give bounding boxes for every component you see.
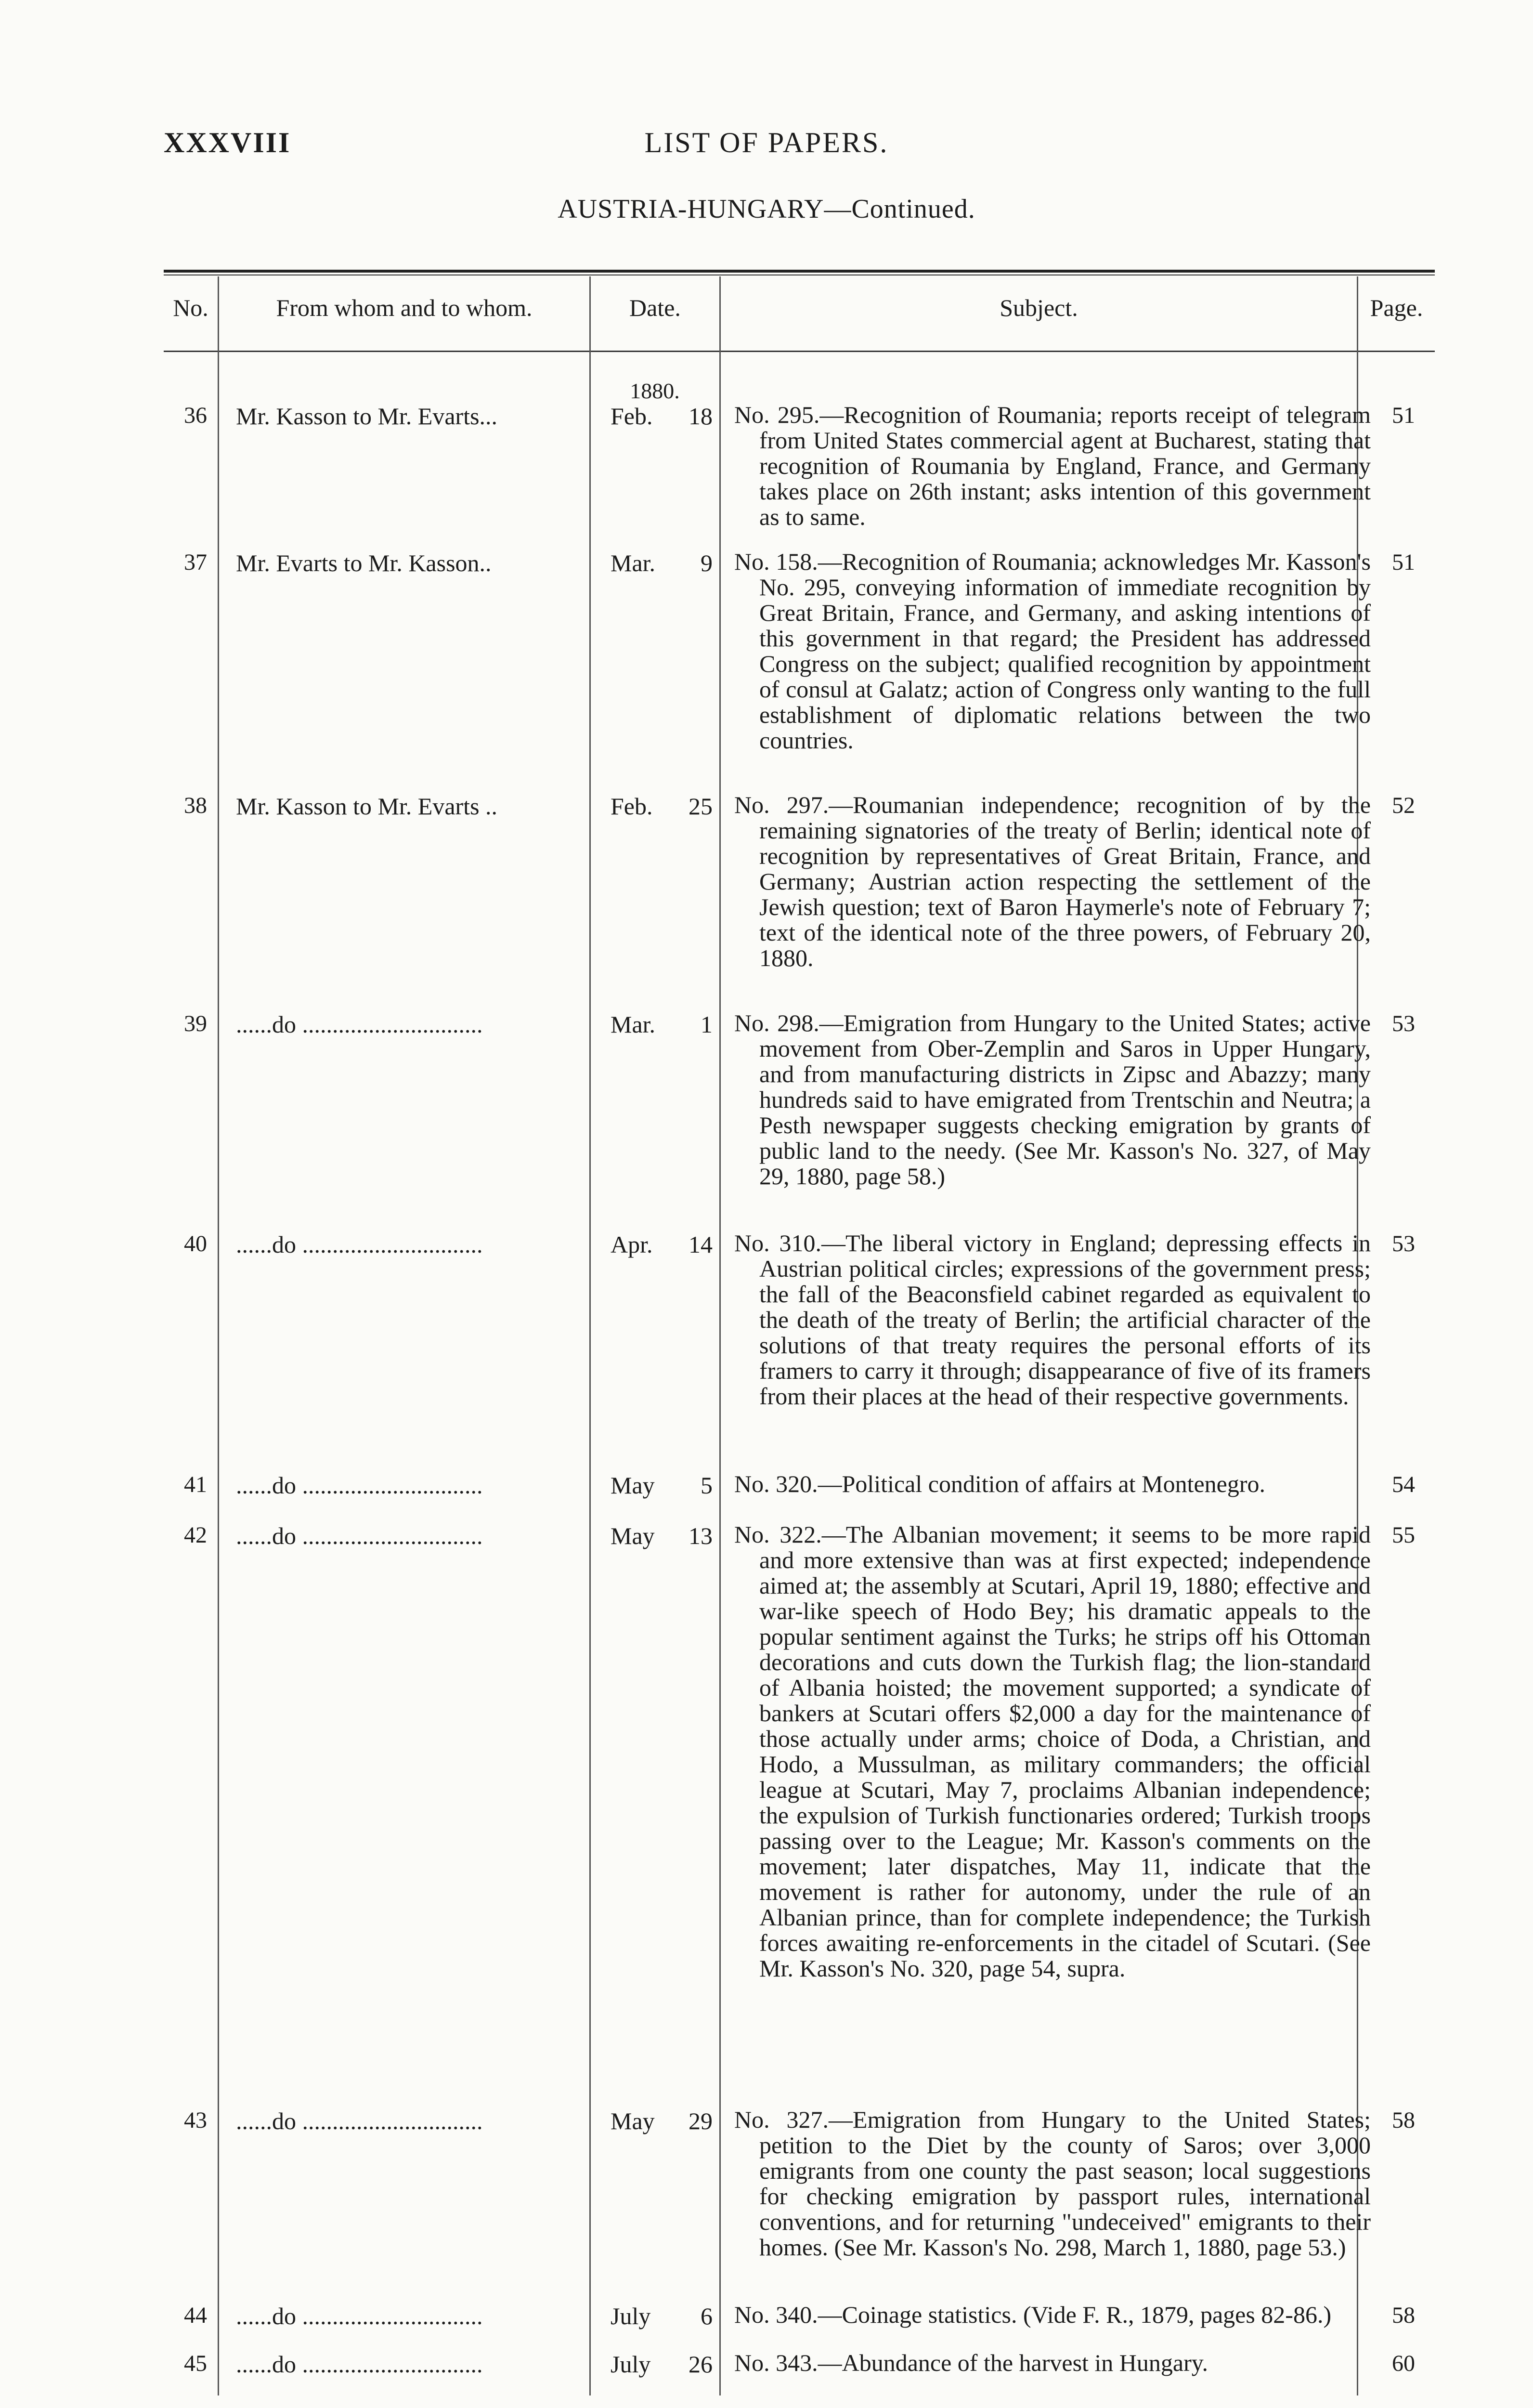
row-page: 53 xyxy=(1392,1011,1415,1036)
row-month: May xyxy=(611,2107,655,2134)
row-page: 54 xyxy=(1392,1472,1415,1497)
row-number: 38 xyxy=(184,793,207,818)
row-from: ......do .............................. xyxy=(236,2351,483,2378)
row-page: 51 xyxy=(1392,550,1415,575)
row-day: 18 xyxy=(689,403,713,430)
row-number: 40 xyxy=(184,1231,207,1256)
year-label: 1880. xyxy=(630,379,680,403)
column-divider-from xyxy=(589,276,591,2395)
row-day: 9 xyxy=(701,550,713,576)
row-month: Mar. xyxy=(611,550,656,576)
row-number: 41 xyxy=(184,1472,207,1497)
row-day: 29 xyxy=(689,2107,713,2134)
header-rule xyxy=(164,351,1435,352)
row-page: 51 xyxy=(1392,403,1415,428)
row-number: 42 xyxy=(184,1522,207,1548)
column-header-from: From whom and to whom. xyxy=(276,294,533,321)
row-subject: No. 298.—Emigration from Hungary to the United States; active movement from Ober-Zemplin and Saros in Upper Hungary, and from manufacturing districts in Zipsc and Abazzy; many hundreds said to have emigrated from Trentschin and Neutra; a Pesth newspaper suggests checking emigration by grants of public land to the needy. (See Mr. Kasson's No. 327, of May 29, 1880, page 58.) xyxy=(734,1009,1371,1190)
row-number: 39 xyxy=(184,1011,207,1036)
row-month: Mar. xyxy=(611,1011,656,1038)
row-from: Mr. Evarts to Mr. Kasson.. xyxy=(236,550,492,576)
row-day: 13 xyxy=(689,1522,713,1549)
row-page: 58 xyxy=(1392,2303,1415,2328)
row-number: 44 xyxy=(184,2303,207,2328)
row-subject: No. 322.—The Albanian movement; it seems to be more rapid and more extensive than was at first expected; independence aimed at; the assembly at Scutari, April 19, 1880; effective and war-like speech of Hodo Bey; his dramatic appeals to the popular sentiment against the Turks; he strips off his Ottoman decorations and cuts down the Turkish flag; the lion-standard of Albania hoisted; the movement supported; a syndicate of bankers at Scutari offers $2,000 a day for the maintenance of those actually under arms; choice of Doda, a Christian, and Hodo, a Mussulman, as military commanders; the official league at Scutari, May 7, proclaims Albanian independence; the expulsion of Turkish functionaries ordered; Turkish troops passing over to the League; Mr. Kasson's comments on the movement; later dispatches, May 11, indicate that the movement is rather for autonomy, under the rule of an Albanian prince, than for complete independence; the Turkish forces awaiting re-enforcements in the citadel of Scutari. (See Mr. Kasson's No. 320, page 54, supra. xyxy=(734,1521,1371,1982)
row-subject: No. 158.—Recognition of Roumania; acknowledges Mr. Kasson's No. 295, conveying information of immediate recognition by Great Britain, France, and Germany, and asking intentions of this government in that regard; the President has addressed Congress on the subject; qualified recognition by appointment of consul at Galatz; action of Congress only wanting to the full establishment of diplomatic relations between the two countries. xyxy=(734,548,1371,754)
row-month: July xyxy=(611,2351,651,2378)
column-divider-date xyxy=(719,276,721,2395)
column-header-date: Date. xyxy=(629,294,681,321)
row-page: 55 xyxy=(1392,1522,1415,1548)
row-subject: No. 343.—Abundance of the harvest in Hungary. xyxy=(734,2349,1208,2376)
column-header-no: No. xyxy=(173,294,208,321)
row-number: 37 xyxy=(184,550,207,575)
row-subject: No. 295.—Recognition of Roumania; reports receipt of telegram from United States commercial agent at Bucharest, stating that recognition of Roumania by England, France, and Germany takes place on 26th instant; asks intention of this government as to same. xyxy=(734,401,1371,530)
row-day: 5 xyxy=(701,1472,713,1499)
row-page: 58 xyxy=(1392,2107,1415,2133)
row-from: ......do .............................. xyxy=(236,2107,483,2134)
section-title: AUSTRIA-HUNGARY—Continued. xyxy=(558,194,975,224)
column-divider-no xyxy=(218,276,219,2395)
page-title: LIST OF PAPERS. xyxy=(644,127,889,158)
column-header-page: Page. xyxy=(1370,294,1423,321)
top-rule-thick xyxy=(164,270,1435,273)
row-day: 26 xyxy=(689,2351,713,2378)
row-from: Mr. Kasson to Mr. Evarts... xyxy=(236,403,498,430)
row-page: 53 xyxy=(1392,1231,1415,1256)
row-day: 1 xyxy=(701,1011,713,1038)
row-from: ......do .............................. xyxy=(236,1011,483,1038)
row-from: Mr. Kasson to Mr. Evarts .. xyxy=(236,793,498,820)
row-page: 60 xyxy=(1392,2351,1415,2376)
row-subject: No. 297.—Roumanian independence; recognition of by the remaining signatories of the treaty of Berlin; identical note of recognition by representatives of Great Britain, France, and Germany; Austrian action respecting the settlement of the Jewish question; text of Baron Haymerle's note of February 7; text of the identical note of the three powers, of February 20, 1880. xyxy=(734,791,1371,971)
row-subject: No. 320.—Political condition of affairs at Montenegro. xyxy=(734,1470,1266,1497)
row-month: July xyxy=(611,2303,651,2329)
row-number: 36 xyxy=(184,403,207,428)
row-page: 52 xyxy=(1392,793,1415,818)
page-number: XXXVIII xyxy=(164,127,291,158)
row-from: ......do .............................. xyxy=(236,1522,483,1549)
row-from: ......do .............................. xyxy=(236,1231,483,1258)
row-subject: No. 340.—Coinage statistics. (Vide F. R., 1879, pages 82-86.) xyxy=(734,2301,1332,2328)
row-day: 25 xyxy=(689,793,713,820)
row-month: Apr. xyxy=(611,1231,653,1258)
row-number: 45 xyxy=(184,2351,207,2376)
row-from: ......do .............................. xyxy=(236,1472,483,1499)
row-subject: No. 310.—The liberal victory in England; depressing effects in Austrian political circles; expressions of the government press; the fall of the Beaconsfield cabinet regarded as equivalent to the death of the treaty of Berlin; the artificial character of the solutions of that treaty requires the personal efforts of its framers to carry it through; disappearance of five of its framers from their places at the head of their respective governments. xyxy=(734,1230,1371,1410)
row-month: Feb. xyxy=(611,793,653,820)
row-day: 14 xyxy=(689,1231,713,1258)
row-subject: No. 327.—Emigration from Hungary to the United States; petition to the Diet by the county of Saros; over 3,000 emigrants from one county the past season; local suggestions for checking emigration by passport rules, international conventions, and for returning "undeceived" emigrants to their homes. (See Mr. Kasson's No. 298, March 1, 1880, page 53.) xyxy=(734,2106,1371,2261)
row-month: May xyxy=(611,1472,655,1499)
column-header-subject: Subject. xyxy=(1000,294,1078,321)
row-day: 6 xyxy=(701,2303,713,2329)
row-month: Feb. xyxy=(611,403,653,430)
row-from: ......do .............................. xyxy=(236,2303,483,2329)
row-number: 43 xyxy=(184,2107,207,2133)
row-month: May xyxy=(611,1522,655,1549)
